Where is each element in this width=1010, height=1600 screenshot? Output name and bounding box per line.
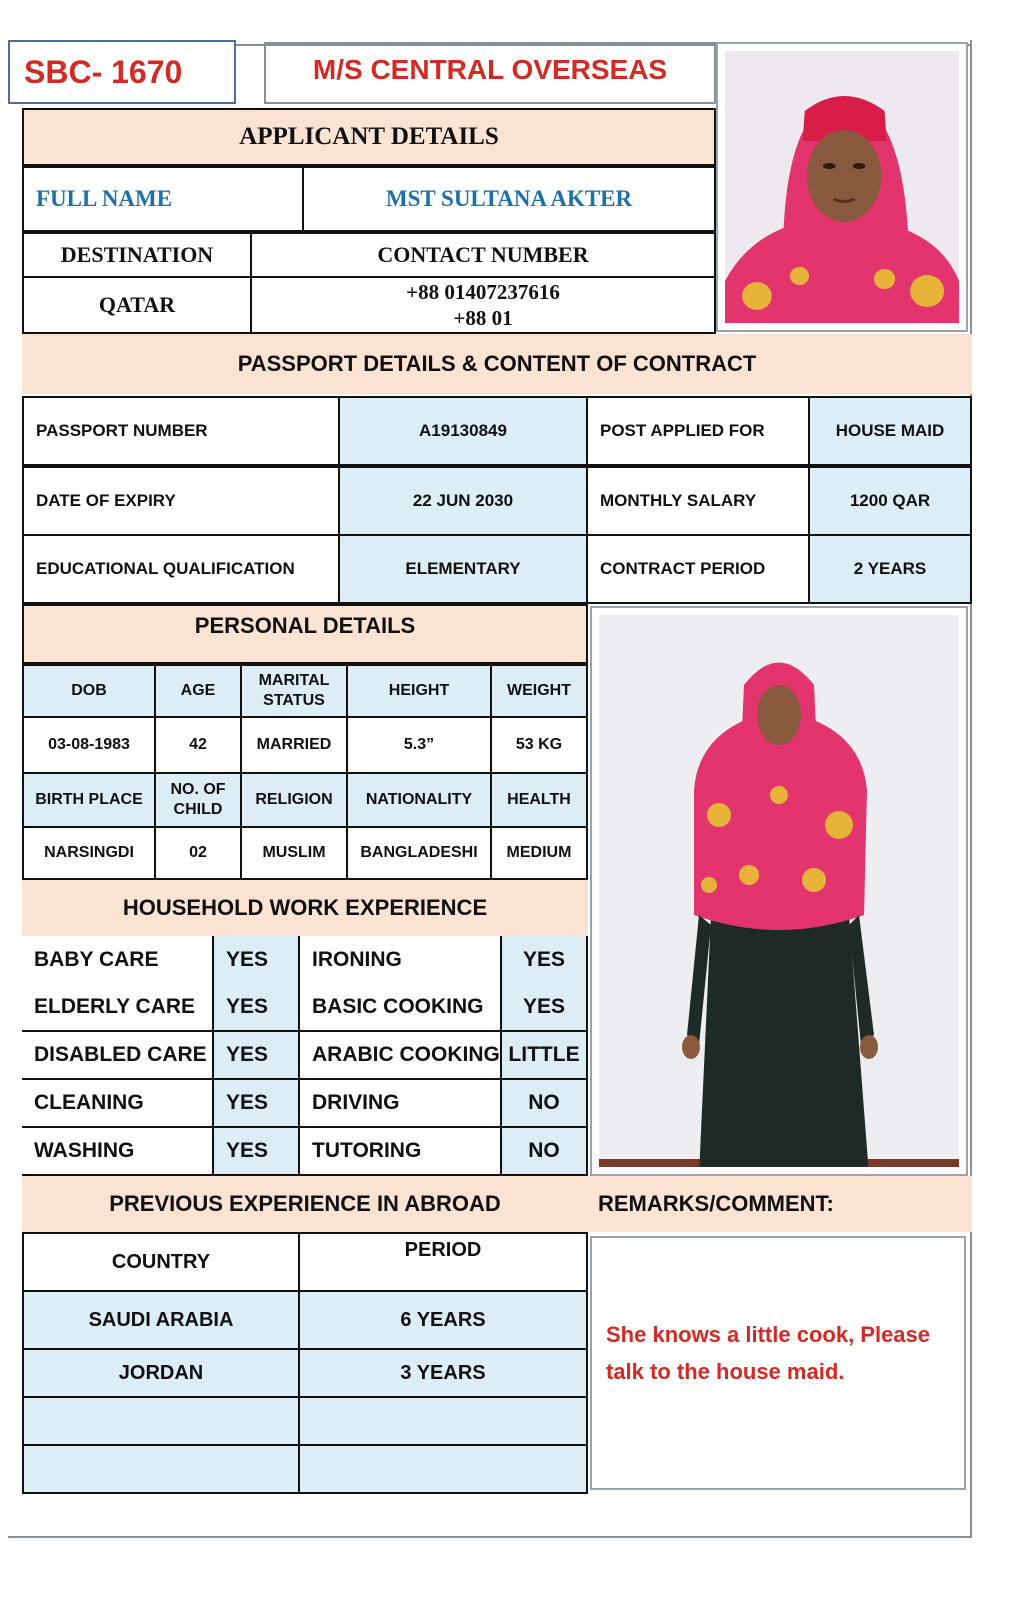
reference-code: SBC- 1670: [24, 53, 183, 90]
marital-status-value: MARRIED: [240, 716, 348, 774]
abroad-period: 6 YEARS: [298, 1290, 588, 1350]
height-value: 5.3”: [346, 716, 492, 774]
personal-details-title: PERSONAL DETAILS: [22, 604, 588, 664]
age-header: AGE: [154, 664, 242, 718]
weight-header: WEIGHT: [490, 664, 588, 718]
household-skill: WASHING: [22, 1128, 214, 1176]
household-skill-value: YES: [212, 984, 300, 1032]
page-frame-bottom: [8, 1536, 972, 1538]
health-header: HEALTH: [490, 772, 588, 828]
household-skill-value: NO: [500, 1128, 588, 1176]
contact-number-1: +88 01407237616: [406, 279, 560, 304]
household-skill: DRIVING: [298, 1080, 502, 1128]
agency-name-box: [264, 42, 716, 104]
abroad-country: [22, 1396, 300, 1446]
destination-value: QATAR: [22, 276, 252, 334]
household-skill-value: YES: [212, 936, 300, 986]
household-skill: BASIC COOKING: [298, 984, 502, 1032]
contact-number-2: +88 01: [453, 306, 513, 330]
household-skill-value: NO: [500, 1080, 588, 1128]
household-skill: BABY CARE: [22, 936, 214, 986]
household-skill: ELDERLY CARE: [22, 984, 214, 1032]
abroad-period: [298, 1444, 588, 1494]
health-value: MEDIUM: [490, 826, 588, 880]
remarks-label: REMARKS/COMMENT:: [598, 1191, 834, 1216]
education-value: ELEMENTARY: [338, 534, 588, 604]
destination-label: DESTINATION: [22, 232, 252, 278]
period-column-header: PERIOD: [298, 1232, 588, 1292]
household-skill: CLEANING: [22, 1080, 214, 1128]
applicant-details-title: APPLICANT DETAILS: [22, 108, 716, 166]
household-section-header: [22, 880, 588, 936]
date-of-expiry-value: 22 JUN 2030: [338, 466, 588, 536]
abroad-country: [22, 1444, 300, 1494]
weight-value: 53 KG: [490, 716, 588, 774]
face-photo-image: [725, 51, 959, 323]
page-frame-right: [970, 40, 972, 1538]
full-body-photo-image: [599, 615, 959, 1167]
household-skill: ARABIC COOKING: [298, 1032, 502, 1080]
household-skill: TUTORING: [298, 1128, 502, 1176]
passport-number-value: A19130849: [338, 396, 588, 466]
religion-header: RELIGION: [240, 772, 348, 828]
applicant-face-photo: [716, 42, 968, 332]
birth-place-header: BIRTH PLACE: [22, 772, 156, 828]
religion-value: MUSLIM: [240, 826, 348, 880]
birth-place-value: NARSINGDI: [22, 826, 156, 880]
household-skill-value: YES: [212, 1128, 300, 1176]
household-skill-value: YES: [212, 1032, 300, 1080]
household-skill-value: LITTLE: [500, 1032, 588, 1080]
reference-code-box: [8, 40, 236, 104]
height-header: HEIGHT: [346, 664, 492, 718]
contact-number-label: CONTACT NUMBER: [250, 232, 716, 278]
household-skill-value: YES: [500, 984, 588, 1032]
remarks-text: She knows a little cook, Please talk to the house maid.: [606, 1322, 931, 1384]
post-applied-label: POST APPLIED FOR: [586, 396, 810, 466]
abroad-section-title: PREVIOUS EXPERIENCE IN ABROAD: [109, 1191, 501, 1216]
passport-section-header: [22, 334, 972, 394]
remarks-header: [588, 1176, 972, 1232]
dob-header: DOB: [22, 664, 156, 718]
nationality-header: NATIONALITY: [346, 772, 492, 828]
abroad-period: 3 YEARS: [298, 1348, 588, 1398]
contact-number-value: [250, 276, 716, 334]
household-skill: IRONING: [298, 936, 502, 986]
household-section-title: HOUSEHOLD WORK EXPERIENCE: [122, 895, 488, 920]
applicant-full-body-photo: [590, 606, 968, 1176]
monthly-salary-label: MONTHLY SALARY: [586, 466, 810, 536]
date-of-expiry-label: DATE OF EXPIRY: [22, 466, 340, 536]
household-skill-value: YES: [500, 936, 588, 986]
full-name-label: FULL NAME: [22, 166, 304, 232]
no-of-child-header: NO. OF CHILD: [154, 772, 242, 828]
education-label: EDUCATIONAL QUALIFICATION: [22, 534, 340, 604]
no-of-child-value: 02: [154, 826, 242, 880]
passport-section-title: PASSPORT DETAILS & CONTENT OF CONTRACT: [237, 351, 757, 376]
contract-period-label: CONTRACT PERIOD: [586, 534, 810, 604]
remarks-box: [590, 1236, 966, 1490]
post-applied-value: HOUSE MAID: [808, 396, 972, 466]
abroad-country: JORDAN: [22, 1348, 300, 1398]
dob-value: 03-08-1983: [22, 716, 156, 774]
contract-period-value: 2 YEARS: [808, 534, 972, 604]
age-value: 42: [154, 716, 242, 774]
household-skill: DISABLED CARE: [22, 1032, 214, 1080]
country-column-header: COUNTRY: [22, 1232, 300, 1292]
marital-status-header: MARITAL STATUS: [240, 664, 348, 718]
passport-number-label: PASSPORT NUMBER: [22, 396, 340, 466]
monthly-salary-value: 1200 QAR: [808, 466, 972, 536]
abroad-period: [298, 1396, 588, 1446]
agency-name: M/S CENTRAL OVERSEAS: [312, 54, 668, 85]
household-table: [22, 936, 588, 1176]
abroad-country: SAUDI ARABIA: [22, 1290, 300, 1350]
full-name-value: MST SULTANA AKTER: [302, 166, 716, 232]
abroad-section-header: [22, 1176, 588, 1232]
nationality-value: BANGLADESHI: [346, 826, 492, 880]
household-skill-value: YES: [212, 1080, 300, 1128]
